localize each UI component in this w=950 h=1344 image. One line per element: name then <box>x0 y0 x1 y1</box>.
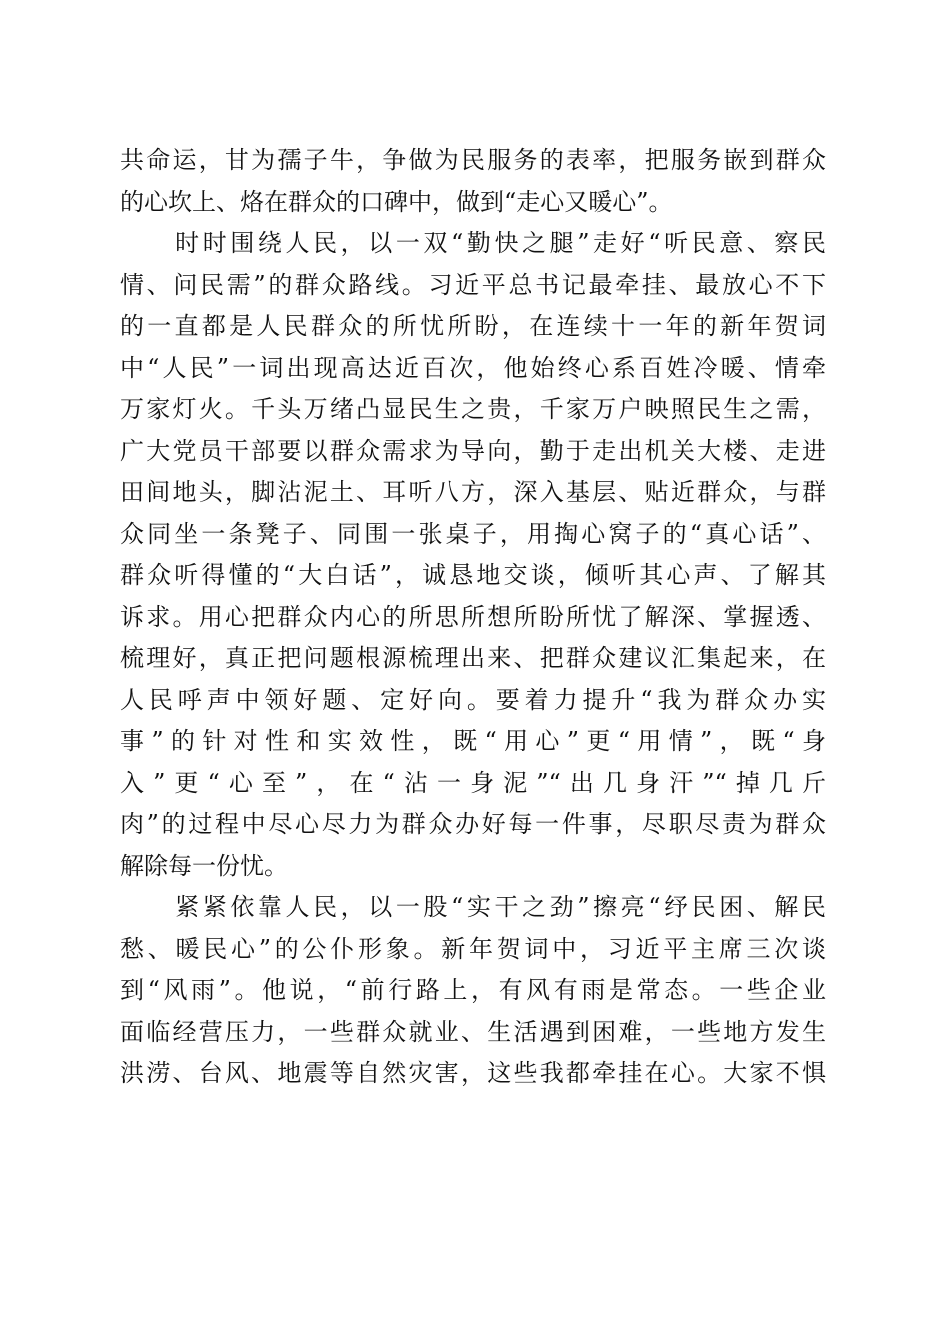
text-line: 众同坐一条凳子、同围一张桌子，用掏心窝子的“真心话”、 <box>120 519 826 548</box>
text-line: 时时围绕人民，以一双“勤快之腿”走好“听民意、察民 <box>120 229 826 257</box>
body-text <box>120 140 826 1095</box>
text-line: 事”的针对性和实效性，既“用心”更“用情”，既“身 <box>120 727 826 755</box>
text-line: 广大党员干部要以群众需求为导向，勤于走出机关大楼、走进 <box>120 436 826 465</box>
text-line: 梳理好，真正把问题根源梳理出来、把群众建议汇集起来，在 <box>120 644 826 672</box>
text-line: 肉”的过程中尽心尽力为群众办好每一件事，尽职尽责为群众 <box>120 810 826 838</box>
text-line: 紧紧依靠人民，以一股“实干之劲”擦亮“纾民困、解民 <box>120 893 826 921</box>
text-line: 解除每一份忧。 <box>120 851 288 880</box>
text-line: 情、问民需”的群众路线。习近平总书记最牵挂、最放心不下 <box>120 270 826 299</box>
text-line: 面临经营压力，一些群众就业、生活遇到困难，一些地方发生 <box>120 1017 826 1046</box>
text-line: 群众听得懂的“大白话”，诚恳地交谈，倾听其心声、了解其 <box>120 561 826 589</box>
text-line: 田间地头，脚沾泥土、耳听八方，深入基层、贴近群众，与群 <box>120 478 826 506</box>
text-line: 的心坎上、烙在群众的口碑中，做到“走心又暖心”。 <box>120 187 673 216</box>
text-line: 中“人民”一词出现高达近百次，他始终心系百姓冷暖、情牵 <box>120 353 826 382</box>
text-line: 共命运，甘为孺子牛，争做为民服务的表率，把服务嵌到群众 <box>120 146 826 174</box>
text-line: 诉求。用心把群众内心的所思所想所盼所忧了解深、掌握透、 <box>120 602 826 631</box>
text-line: 人民呼声中领好题、定好向。要着力提升“我为群众办实 <box>120 685 826 714</box>
text-line: 万家灯火。千头万绪凸显民生之贵，千家万户映照民生之需， <box>120 395 826 423</box>
text-line: 洪涝、台风、地震等自然灾害，这些我都牵挂在心。大家不惧 <box>120 1059 826 1087</box>
text-line: 的一直都是人民群众的所忧所盼，在连续十一年的新年贺词 <box>120 312 826 340</box>
text-line: 愁、暖民心”的公仆形象。新年贺词中，习近平主席三次谈 <box>120 934 826 963</box>
text-line: 入”更“心至”，在“沾一身泥”“出几身汗”“掉几斤 <box>120 768 826 797</box>
text-line: 到“风雨”。他说，“前行路上，有风有雨是常态。一些企业 <box>120 976 826 1004</box>
